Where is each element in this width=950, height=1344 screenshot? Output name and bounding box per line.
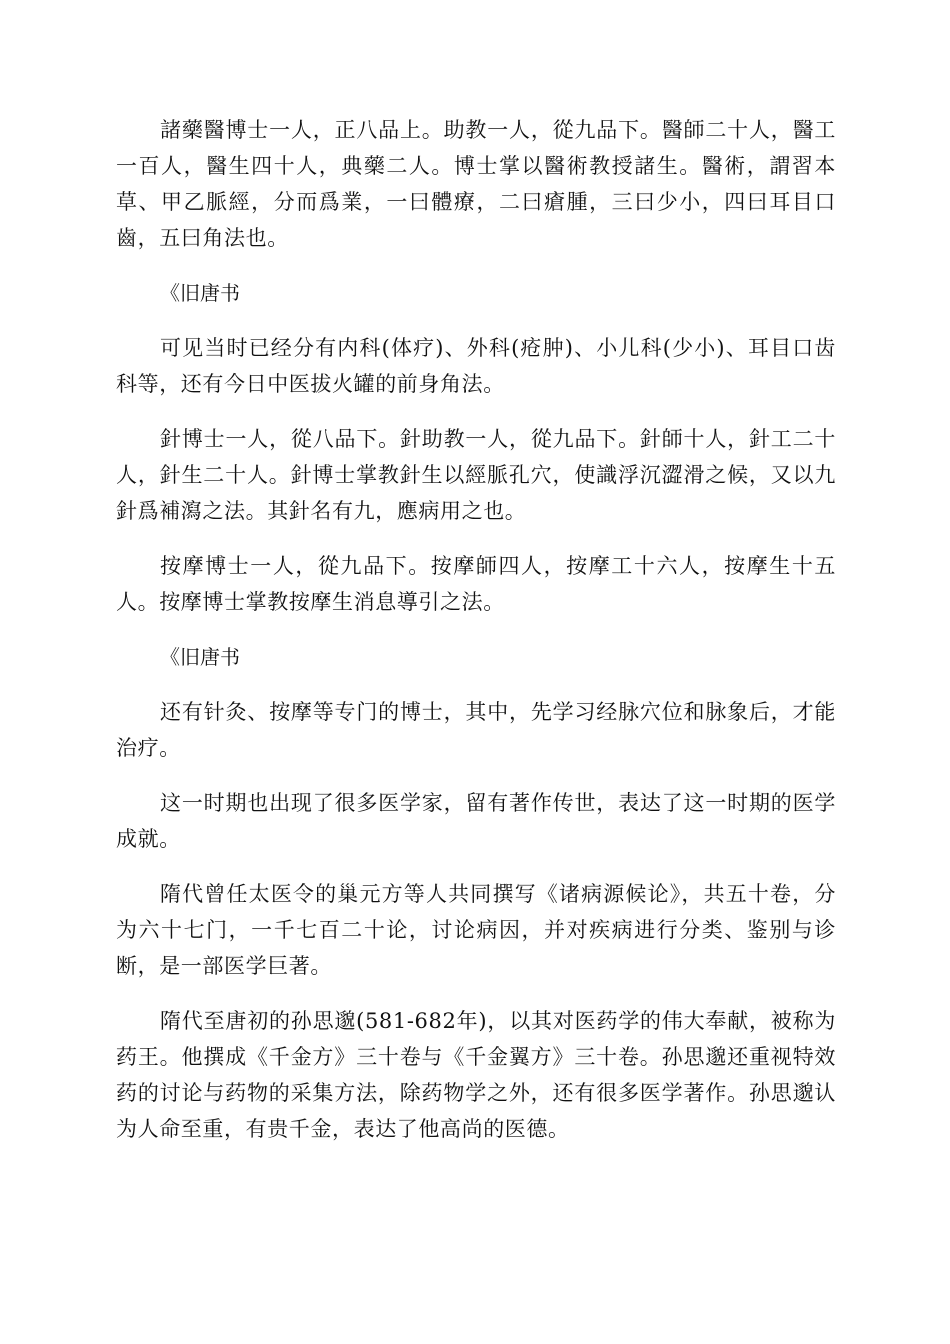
body-paragraph: 隋代曾任太医令的巢元方等人共同撰写《诸病源候论》，共五十卷，分为六十七门，一千七百二十论，讨论病因，并对疾病进行分类、鉴别与诊断，是一部医学巨著。 — [116, 882, 836, 978]
body-paragraph: 隋代至唐初的孙思邈(581-682年)，以其对医药学的伟大奉献，被称为药王。他撰成《千金方》三十卷与《千金翼方》三十卷。孙思邈还重视特效药的讨论与药物的采集方法，除药物学之外，还有很多医学著作。孙思邈认为人命至重，有贵千金，表达了他高尚的医德。 — [116, 1009, 836, 1141]
body-paragraph: 还有针灸、按摩等专门的博士，其中，先学习经脉穴位和脉象后，才能治疗。 — [116, 700, 836, 760]
quote-paragraph-medical-officials: 諸藥醫博士一人，正八品上。助教一人，從九品下。醫師二十人，醫工一百人，醫生四十人，典藥二人。博士掌以醫術教授諸生。醫術，謂習本草、甲乙脈經，分而爲業，一曰體療，二曰瘡腫，三曰少小，四曰耳目口齒，五曰角法也。 — [116, 118, 836, 250]
source-citation: 《旧唐书 — [160, 281, 240, 305]
document-page — [116, 112, 836, 1166]
body-paragraph: 可见当时已经分有内科(体疗)、外科(疮肿)、小儿科(少小)、耳目口齿科等，还有今日中医拔火罐的前身角法。 — [116, 336, 836, 396]
quote-paragraph-massage-officials: 按摩博士一人，從九品下。按摩師四人，按摩工十六人，按摩生十五人。按摩博士掌教按摩生消息導引之法。 — [116, 554, 836, 614]
body-paragraph: 这一时期也出现了很多医学家，留有著作传世，表达了这一时期的医学成就。 — [116, 791, 836, 851]
source-citation: 《旧唐书 — [160, 645, 240, 669]
quote-paragraph-acupuncture-officials: 針博士一人，從八品下。針助教一人，從九品下。針師十人，針工二十人，針生二十人。針博士掌教針生以經脈孔穴，使識浮沉澀滑之候，又以九針爲補瀉之法。其針名有九，應病用之也。 — [116, 427, 836, 523]
